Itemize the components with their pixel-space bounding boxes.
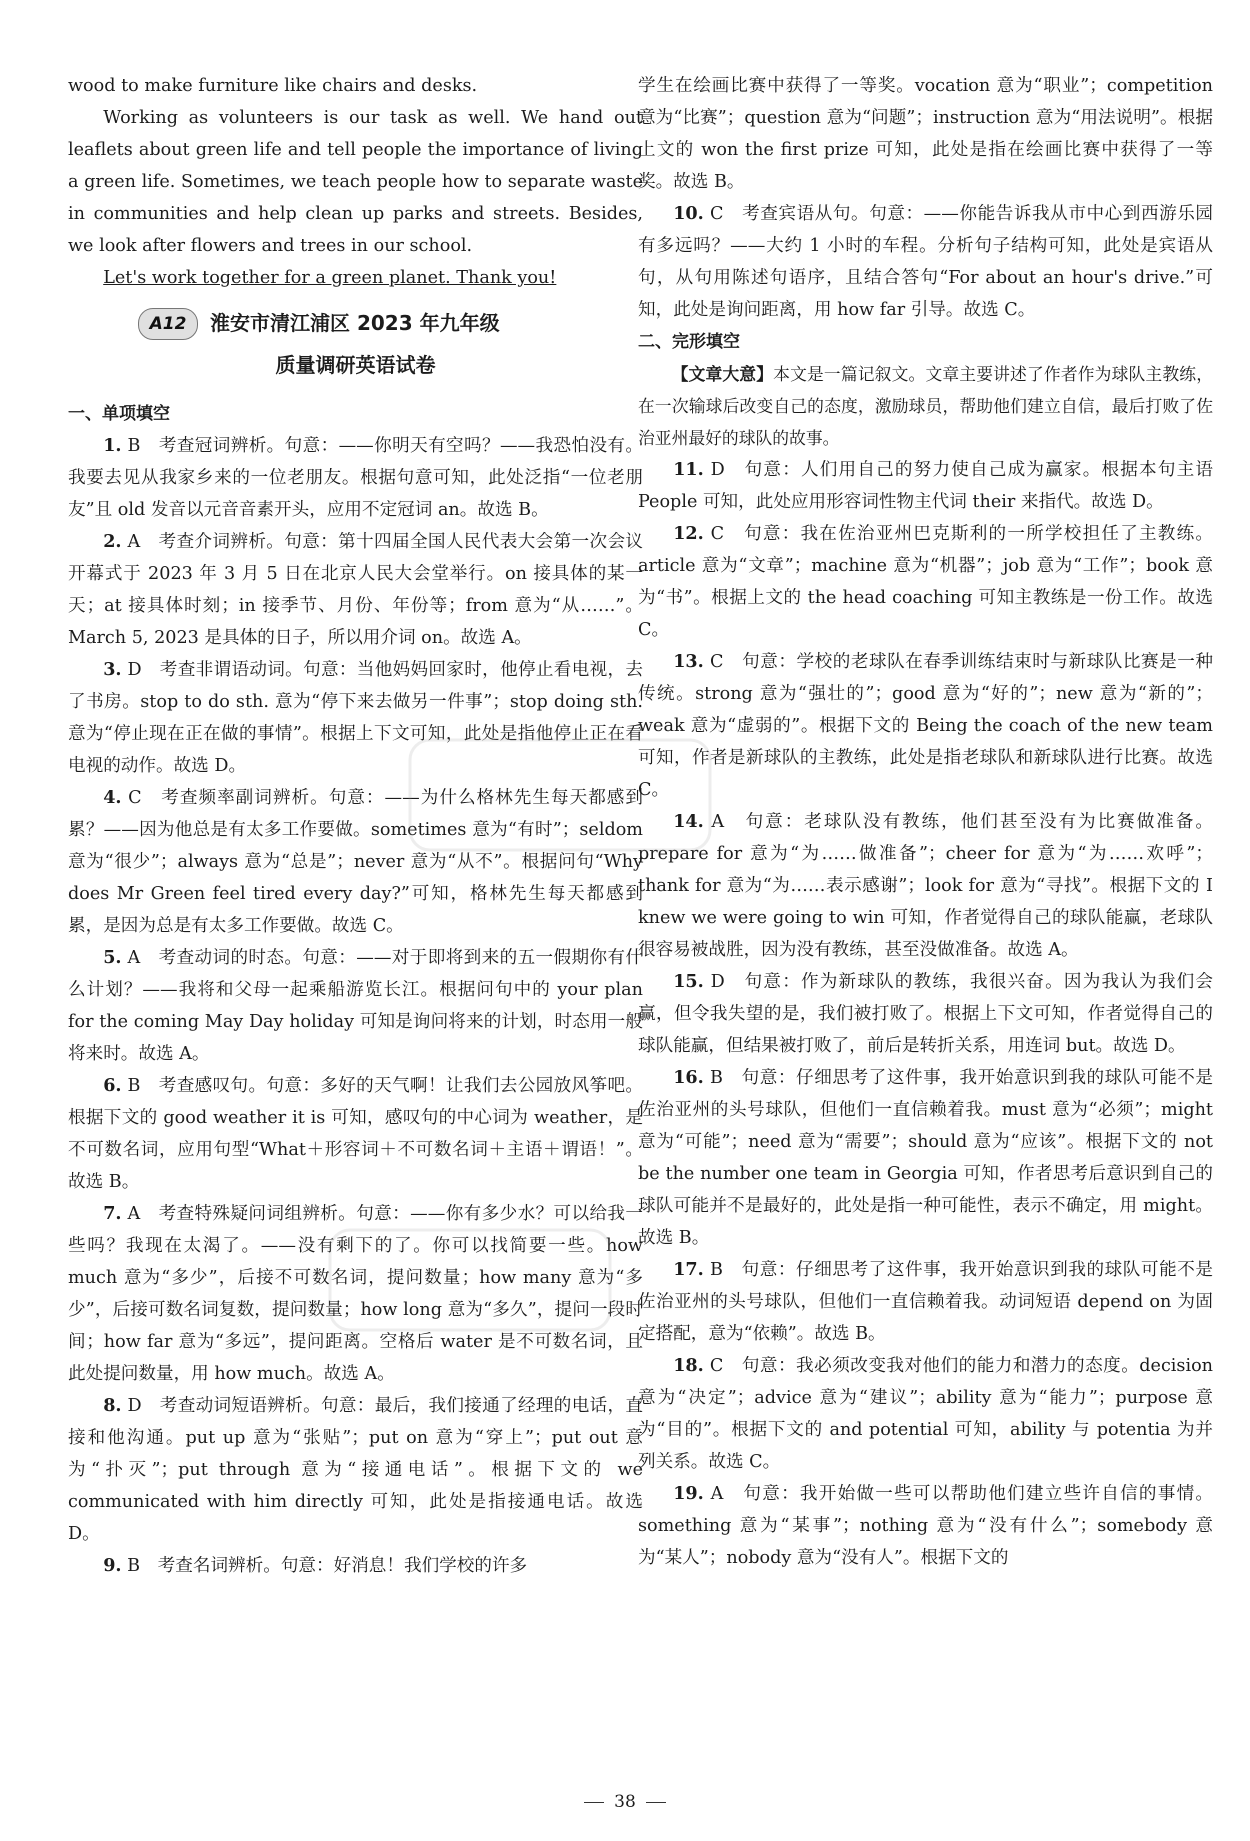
answer-item: [68, 1550, 643, 1582]
exam-badge: A12: [138, 308, 198, 340]
answer-item: [68, 654, 643, 782]
item-text: D 考查动词短语辨析。句意：最后，我们接通了经理的电话，直接和他沟通。put up 意为“张贴”；put on 意为“穿上”；put out 意为“扑灭”；put through 意为“接通电话”。根据下文的 we communicated with him directly 可知，此处是指接通电话。故选 D。: [68, 1396, 644, 1544]
left-column: [68, 70, 643, 1582]
item-text: D 考查非谓语动词。句意：当他妈妈回家时，他停止看电视，去了书房。stop to do sth. 意为“停下来去做另一件事”；stop doing sth. 意为“停止现在正在做的事情”。根据上下文可知，此处是指他停止正在看电视的动作。故选 D。: [68, 660, 644, 776]
answer-item: [638, 1478, 1213, 1574]
item-text: B 句意：仔细思考了这件事，我开始意识到我的球队可能不是佐治亚州的头号球队，但他们一直信赖着我。动词短语 depend on 为固定搭配，意为“依赖”。故选 B。: [638, 1260, 1213, 1344]
item-number: 2.: [103, 531, 122, 552]
answer-item: [638, 646, 1213, 806]
closing-line: Let's work together for a green planet. Thank you!: [103, 268, 557, 288]
item-number: 8.: [103, 1395, 122, 1416]
intro-para-1: wood to make furniture like chairs and desks.: [68, 76, 478, 96]
item-number: 12.: [673, 523, 704, 544]
item-text: D 句意：作为新球队的教练，我很兴奋。因为我认为我们会赢，但令我失望的是，我们被打败了。根据上下文可知，作者觉得自己的球队能赢，但结果被打败了，前后是转折关系，用连词 but。故选 D。: [638, 972, 1213, 1056]
item-text: C 句意：我在佐治亚州巴克斯利的一所学校担任了主教练。article 意为“文章”；machine 意为“机器”；job 意为“工作”；book 意为“书”。根据上文的 the head coaching 可知主教练是一份工作。故选 C。: [638, 524, 1214, 640]
answer-item: [68, 942, 643, 1070]
answer-item: [68, 430, 643, 526]
answer-item: [68, 1390, 643, 1550]
item-text: C 句意：学校的老球队在春季训练结束时与新球队比赛是一种传统。strong 意为“强壮的”；good 意为“好的”；new 意为“新的”；weak 意为“虚弱的”。根据下文的 Being the coach of the new team 可知，作者是新球队的主教练，此处是指老球队和新球队进行比赛。故选 C。: [638, 652, 1214, 800]
summary-text: 本文是一篇记叙文。文章主要讲述了作者作为球队主教练，在一次输球后改变自己的态度，激励球员，帮助他们建立自信，最后打败了佐治亚州最好的球队的故事。: [638, 364, 1213, 448]
item-number: 15.: [673, 971, 704, 992]
item-number: 4.: [103, 787, 122, 808]
page-number: 38: [614, 1792, 636, 1812]
item-text: A 句意：我开始做一些可以帮助他们建立些许自信的事情。something 意为“某事”；nothing 意为“没有什么”；somebody 意为“某人”；nobody 意为“没有人”。根据下文的: [638, 1484, 1214, 1568]
item-number: 16.: [673, 1067, 704, 1088]
item-text: B 考查感叹句。句意：多好的天气啊！让我们去公园放风筝吧。根据下文的 good weather it is 可知，感叹句的中心词为 weather，是不可数名词，应用句型“What＋形容词＋不可数名词＋主语＋谓语！”。故选 B。: [68, 1076, 643, 1192]
item-number: 5.: [103, 947, 122, 968]
item-number: 3.: [103, 659, 122, 680]
item-text: A 句意：老球队没有教练，他们甚至没有为比赛做准备。prepare for 意为“为……做准备”；cheer for 意为“为……欢呼”；thank for 意为“为……表示感谢”；look for 意为“寻找”。根据下文的 I knew we were going to win 可知，作者觉得自己的球队能赢，老球队很容易被战胜，因为没有教练，甚至没做准备。故选 A。: [638, 812, 1213, 960]
item-text: B 考查冠词辨析。句意：——你明天有空吗？——我恐怕没有。我要去见从我家乡来的一位老朋友。根据句意可知，此处泛指“一位老朋友”且 old 发音以元音音素开头，应用不定冠词 an。故选 B。: [68, 436, 644, 520]
answer-item: [638, 1254, 1213, 1350]
item-number: 19.: [673, 1483, 704, 1504]
answer-item: [638, 1350, 1213, 1478]
item-text: D 句意：人们用自己的努力使自己成为赢家。根据本句主语 People 可知，此处应用形容词性物主代词 their 来指代。故选 D。: [638, 460, 1213, 512]
footer-dash-left: [584, 1802, 604, 1803]
section-heading-1: 一、单项填空: [68, 404, 170, 424]
article-summary: [638, 358, 1213, 454]
item-number: 6.: [103, 1075, 122, 1096]
item9-continued: 学生在绘画比赛中获得了一等奖。vocation 意为“职业”；competition 意为“比赛”；question 意为“问题”；instruction 意为“用法说明”。根据上文的 won the first prize 可知，此处是指在绘画比赛中获得了一等奖。故选 B。: [638, 76, 1213, 192]
answer-item: [638, 806, 1213, 966]
left-answer-list: [68, 430, 643, 1582]
answer-item: [638, 1062, 1213, 1254]
right-column: [638, 70, 1213, 1574]
item-number: 9.: [103, 1555, 122, 1576]
item-text: C 考查宾语从句。句意：——你能告诉我从市中心到西游乐园有多远吗？——大约 1 小时的车程。分析句子结构可知，此处是宾语从句，从句用陈述句语序，且结合答句“For about an hour's drive.”可知，此处是询问距离，用 how far 引导。故选 C。: [638, 204, 1213, 320]
footer-dash-right: [646, 1802, 666, 1803]
item-number: 10.: [673, 203, 704, 224]
exam-title-line2: 质量调研英语试卷: [275, 353, 436, 377]
item-number: 14.: [673, 811, 704, 832]
answer-item: [68, 1198, 643, 1390]
answer-item: [638, 198, 1213, 326]
answer-item: [68, 526, 643, 654]
item-number: 18.: [673, 1355, 704, 1376]
item-text: A 考查介词辨析。句意：第十四届全国人民代表大会第一次会议开幕式于 2023 年 3 月 5 日在北京人民大会堂举行。on 接具体的某一天；at 接具体时刻；in 接季节、月份、年份等；from 意为“从……”。March 5, 2023 是具体的日子，所以用介词 on。故选 A。: [68, 532, 644, 648]
item-number: 7.: [103, 1203, 122, 1224]
item-text: A 考查动词的时态。句意：——对于即将到来的五一假期你有什么计划？——我将和父母一起乘船游览长江。根据问句中的 your plan for the coming May Day holiday 可知是询问将来的计划，时态用一般将来时。故选 A。: [68, 948, 643, 1064]
item-text: C 考查频率副词辨析。句意：——为什么格林先生每天都感到累？——因为他总是有太多工作要做。sometimes 意为“有时”；seldom 意为“很少”；always 意为“总是”；never 意为“从不”。根据问句“Why does Mr Green feel tired every day?”可知，格林先生每天都感到累，是因为总是有太多工作要做。故选 C。: [68, 788, 643, 936]
item-number: 1.: [103, 435, 122, 456]
item-number: 17.: [673, 1259, 704, 1280]
right-answer-list: [638, 454, 1213, 1574]
item-text: A 考查特殊疑问词组辨析。句意：——你有多少水？可以给我一些吗？我现在太渴了。——没有剩下的了。你可以找简要一些。how much 意为“多少”，后接不可数名词，提问数量；how many 意为“多少”，后接可数名词复数，提问数量；how long 意为“多久”，提问一段时间；how far 意为“多远”，提问距离。空格后 water 是不可数名词，且此处提问数量，用 how much。故选 A。: [68, 1204, 643, 1384]
intro-para-2: Working as volunteers is our task as well. We hand out leaflets about green life and tell people the importance of living a green life. Sometimes, we teach people how to separate waste in communities and help clean up parks and streets. Besides, we look after flowers and trees in our school.: [68, 108, 643, 256]
answer-item: [68, 1070, 643, 1198]
exam-title-line1: 淮安市清江浦区 2023 年九年级: [210, 311, 500, 335]
exam-header: [68, 302, 643, 394]
item-text: C 句意：我必须改变我对他们的能力和潜力的态度。decision 意为“决定”；advice 意为“建议”；ability 意为“能力”；purpose 意为“目的”。根据下文的 and potential 可知，ability 与 potentia 为并列关系。故选 C。: [638, 1356, 1214, 1472]
answer-item: [68, 782, 643, 942]
answer-item: [638, 966, 1213, 1062]
summary-label: 【文章大意】: [671, 364, 774, 384]
page-footer: [0, 1792, 1250, 1812]
answer-item: [638, 518, 1213, 646]
item-number: 11.: [673, 459, 704, 480]
item-text: B 句意：仔细思考了这件事，我开始意识到我的球队可能不是佐治亚州的头号球队，但他们一直信赖着我。must 意为“必须”；might 意为“可能”；need 意为“需要”；should 意为“应该”。根据下文的 not be the number one team in Georgia 可知，作者思考后意识到自己的球队可能并不是最好的，此处是指一种可能性，表示不确定，用 might。故选 B。: [638, 1068, 1213, 1248]
section-heading-2: 二、完形填空: [638, 332, 740, 352]
item-number: 13.: [673, 651, 704, 672]
item-text: B 考查名词辨析。句意：好消息！我们学校的许多: [127, 1556, 528, 1576]
answer-item: [638, 454, 1213, 518]
